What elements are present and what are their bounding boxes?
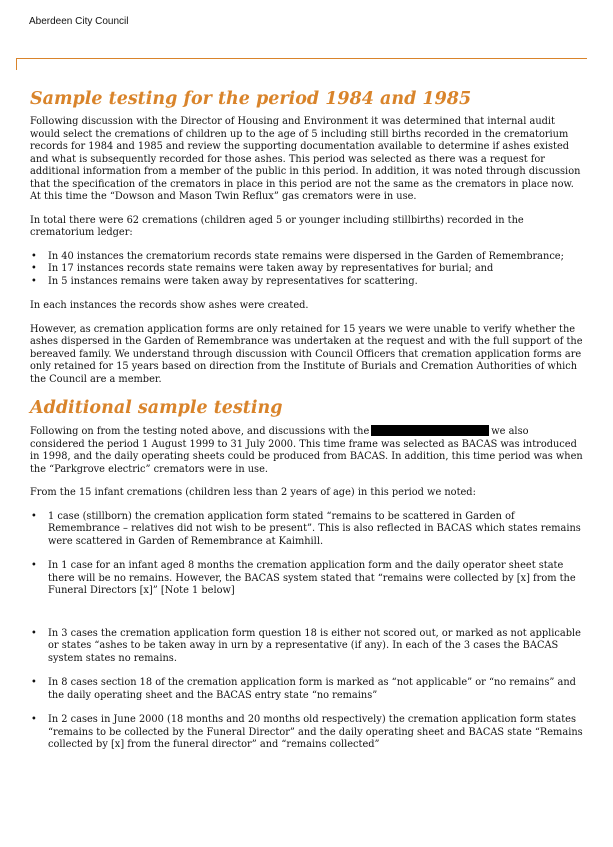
list-item: • In 2 cases in June 2000 (18 months and 20 months old respectively) the cremation application form states “remains to be collected by the Funeral Director” and the daily operating sheet and BACAS state “Remains collected by [x] from the funeral director” and “remains collected” bbox=[30, 714, 586, 752]
document-body bbox=[30, 84, 586, 764]
paragraph bbox=[30, 425, 586, 476]
bullet-list bbox=[30, 251, 586, 289]
list-item: • In 1 case for an infant aged 8 months the cremation application form and the daily operator sheet state there will be no remains. However, the BACAS system stated that “remains were collected by [x] from the Funeral Directors [x]” [Note 1 below] bbox=[30, 560, 586, 598]
organisation-name: Aberdeen City Council bbox=[29, 16, 129, 27]
list-item: • In 3 cases the cremation application form question 18 is either not scored out, or marked as not applicable or states “ashes to be taken away in urn by a representative (if any). In each of the 3 cases the BACAS system states no remains. bbox=[30, 628, 586, 666]
paragraph: Following discussion with the Director of Housing and Environment it was determined that internal audit would select the cremations of children up to the age of 5 including still births recorded in the crematorium records for 1984 and 1985 and review the supporting documentation available to determine if ashes existed and what is subsequently recorded for those ashes. This period was selected as there was a request for additional information from a member of the public in this period. In addition, it was noted through discussion that the specification of the cremators in place in this period are not the same as the cremators in place now. At this time the “Dowson and Mason Twin Reflux” gas cremators were in use. bbox=[30, 116, 581, 202]
list-item: • In 5 instances remains were taken away by representatives for scattering. bbox=[30, 276, 586, 289]
section-heading-additional-testing: Additional sample testing bbox=[30, 398, 283, 418]
paragraph-text: we also considered the period 1 August 1999 to 31 July 2000. This time frame was selected as BACAS was introduced in 1998, and the daily operating sheets could be produced from BACAS. In addition, this time period was when the “Parkgrove electric” cremators were in use. bbox=[30, 426, 583, 475]
paragraph: From the 15 infant cremations (children less than 2 years of age) in this period we noted: bbox=[30, 487, 476, 498]
paragraph: However, as cremation application forms are only retained for 15 years we were unable to verify whether the ashes dispersed in the Garden of Remembrance was undertaken at the request and with the full support of the bereaved family. We understand through discussion with Council Officers that cremation application forms are only retained for 15 years based on direction from the Institute of Burials and Cremation Authorities of which the Council are a member. bbox=[30, 323, 583, 385]
list-item: • 1 case (stillborn) the cremation application form stated “remains to be scattered in Garden of Remembrance – relatives did not wish to be present”. This is also reflected in BACAS which states remains were scattered in Garden of Remembrance at Kaimhill. bbox=[30, 511, 586, 549]
list-item: • In 17 instances records state remains were taken away by representatives for burial; and bbox=[30, 263, 586, 276]
paragraph: In each instances the records show ashes were created. bbox=[30, 300, 309, 311]
header-rule-tick bbox=[16, 58, 17, 70]
list-item: • In 8 cases section 18 of the cremation application form is marked as “not applicable” or “no remains” and the daily operating sheet and the BACAS entry state “no remains” bbox=[30, 677, 586, 702]
paragraph-text: Following on from the testing noted above, and discussions with the bbox=[30, 426, 370, 437]
section-heading-sample-testing: Sample testing for the period 1984 and 1985 bbox=[30, 89, 472, 109]
bullet-list bbox=[30, 511, 586, 752]
redaction-block bbox=[371, 425, 489, 436]
paragraph: In total there were 62 cremations (children aged 5 or younger including stillbirths) recorded in the crematorium ledger: bbox=[30, 214, 524, 238]
list-item: • In 40 instances the crematorium records state remains were dispersed in the Garden of Remembrance; bbox=[30, 251, 586, 264]
header-rule bbox=[16, 58, 587, 59]
